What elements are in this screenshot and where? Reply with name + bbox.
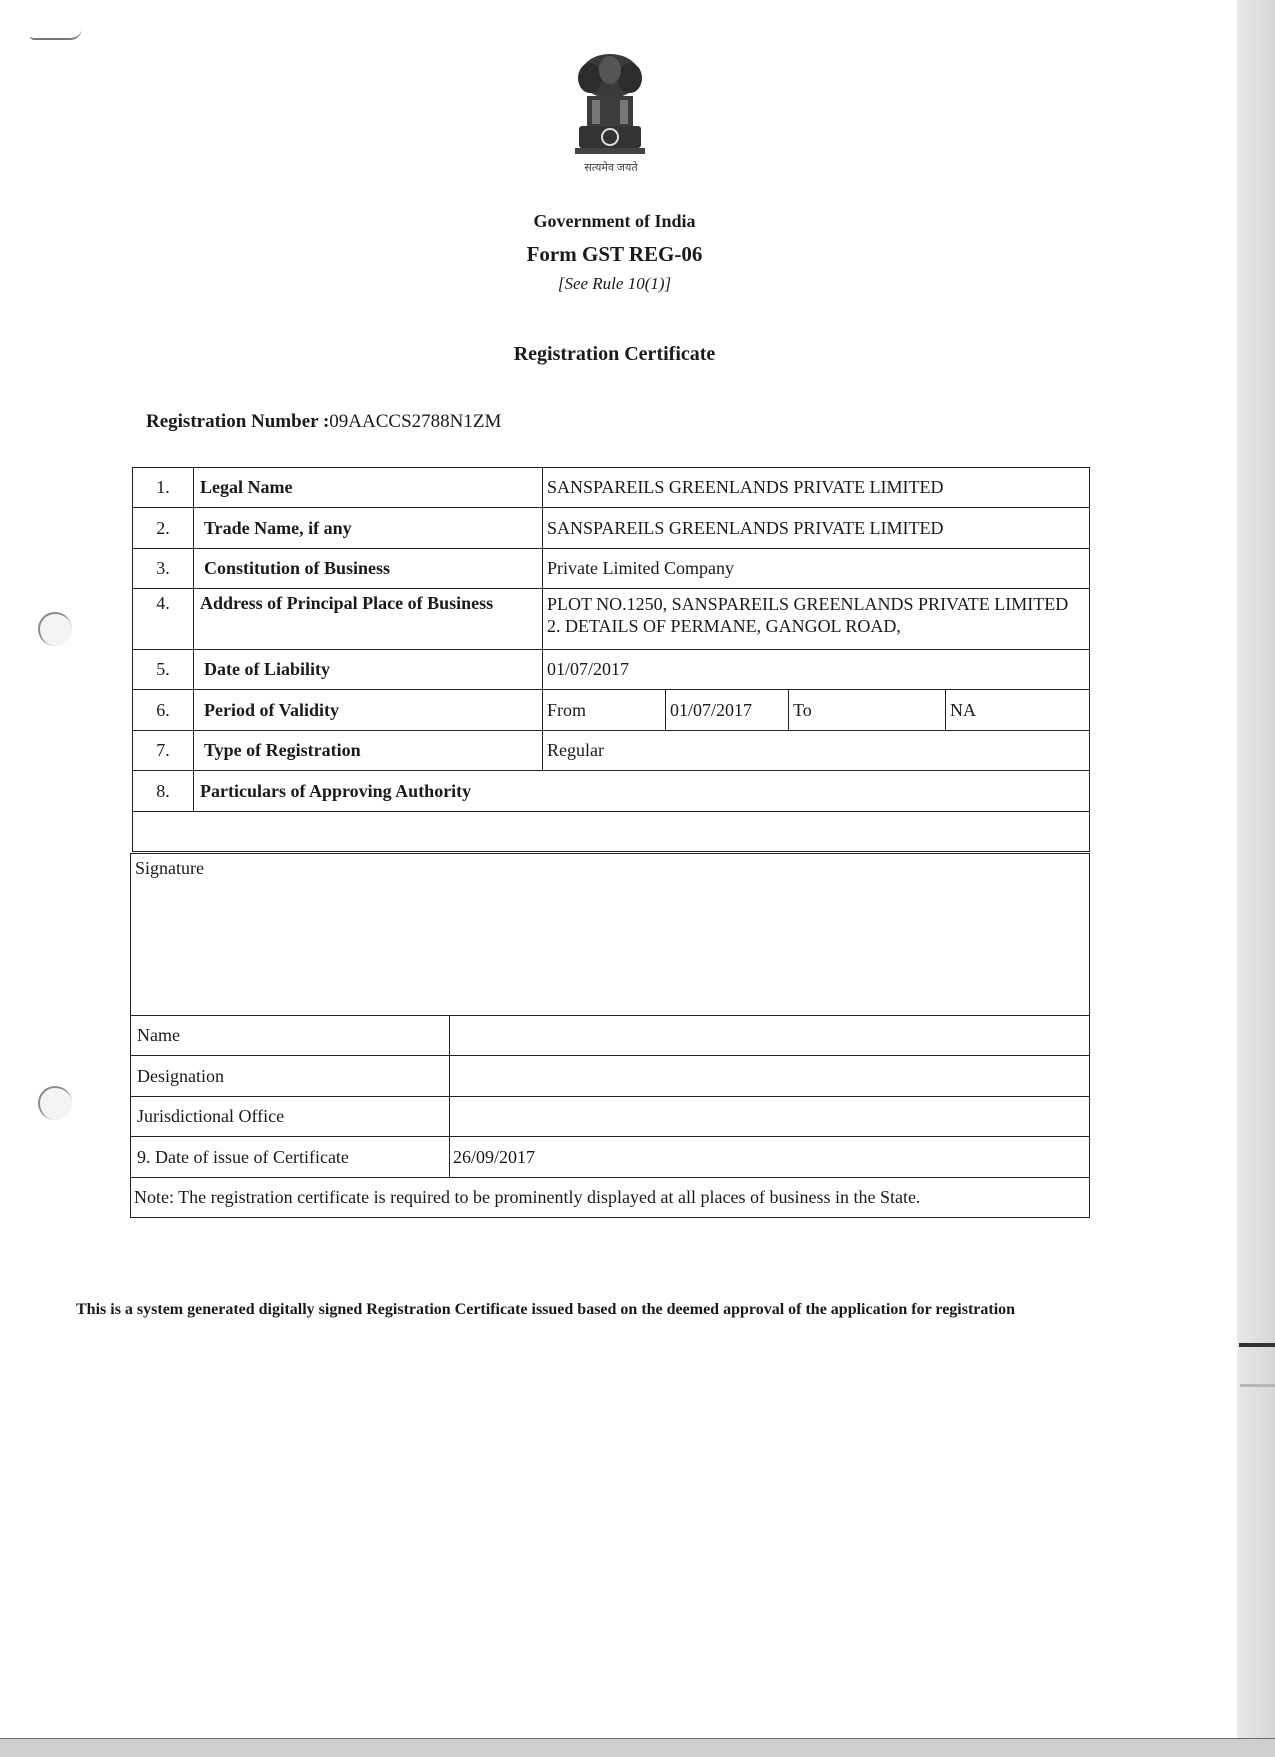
table-row	[133, 650, 1090, 690]
table-row	[131, 1097, 1090, 1137]
certificate-details-table	[132, 467, 1090, 852]
jurisdictional-office-label: Jurisdictional Office	[131, 1097, 450, 1137]
table-row	[133, 731, 1090, 771]
footer-statement: This is a system generated digitally signed Registration Certificate issued based on the deemed approval of the application for registration	[76, 1301, 1016, 1318]
jurisdictional-office-value	[450, 1097, 1090, 1137]
table-row	[131, 1056, 1090, 1097]
blank-row	[133, 812, 1090, 852]
registration-number-line	[146, 411, 501, 433]
row-label: Address of Principal Place of Business	[194, 589, 543, 650]
signature-label: Signature	[131, 854, 1090, 1016]
name-value	[450, 1016, 1090, 1056]
emblem-motto: सत्यमेव जयते	[584, 162, 638, 174]
row-number: 6.	[133, 690, 194, 731]
national-emblem-icon	[565, 48, 655, 160]
note-text: Note: The registration certificate is required to be prominently displayed at all places of business in the State.	[131, 1178, 1090, 1218]
scan-edge-mark	[1239, 1343, 1275, 1347]
row-value: Regular	[543, 731, 1090, 771]
issue-date-value: 26/09/2017	[450, 1137, 1090, 1178]
blank-cell	[133, 812, 1090, 852]
row-label: Date of Liability	[194, 650, 543, 690]
row-number: 3.	[133, 549, 194, 589]
designation-value	[450, 1056, 1090, 1097]
table-row	[131, 1137, 1090, 1178]
table-row	[133, 690, 1090, 731]
row-value: SANSPAREILS GREENLANDS PRIVATE LIMITED	[543, 468, 1090, 508]
government-title: Government of India	[533, 211, 696, 231]
row-number: 4.	[133, 589, 194, 650]
scan-edge-mark-light	[1240, 1384, 1275, 1387]
registration-number-label: Registration Number :	[146, 411, 330, 432]
row-number: 7.	[133, 731, 194, 771]
table-row	[133, 549, 1090, 589]
scan-bottom-strip	[0, 1739, 1275, 1757]
table-row	[131, 1016, 1090, 1056]
table-row	[131, 1178, 1090, 1218]
certificate-title: Registration Certificate	[513, 343, 716, 365]
validity-from-label: From	[543, 690, 666, 731]
table-row	[133, 508, 1090, 549]
row-value: 01/07/2017	[543, 650, 1090, 690]
validity-to-label: To	[789, 690, 946, 731]
punch-hole-top	[38, 612, 72, 646]
row-label: Legal Name	[194, 468, 543, 508]
rule-reference: [See Rule 10(1)]	[557, 274, 672, 293]
row-label: Particulars of Approving Authority	[194, 771, 1090, 812]
row-number: 2.	[133, 508, 194, 549]
row-value: Private Limited Company	[543, 549, 1090, 589]
validity-from-value: 01/07/2017	[666, 690, 789, 731]
row-label: Type of Registration	[194, 731, 543, 771]
approving-authority-table	[130, 853, 1090, 1218]
punch-hole-bottom	[38, 1086, 72, 1120]
issue-date-label: 9. Date of issue of Certificate	[131, 1137, 450, 1178]
row-number: 8.	[133, 771, 194, 812]
scan-pen-mark	[30, 28, 82, 40]
table-row	[133, 589, 1090, 650]
validity-to-value: NA	[946, 690, 1090, 731]
row-label: Constitution of Business	[194, 549, 543, 589]
table-row	[133, 771, 1090, 812]
row-label: Period of Validity	[194, 690, 543, 731]
designation-label: Designation	[131, 1056, 450, 1097]
table-row	[133, 468, 1090, 508]
form-name: Form GST REG-06	[526, 242, 703, 266]
row-value: SANSPAREILS GREENLANDS PRIVATE LIMITED	[543, 508, 1090, 549]
name-label: Name	[131, 1016, 450, 1056]
registration-number-value: 09AACCS2788N1ZM	[329, 411, 502, 432]
signature-row	[131, 854, 1090, 1016]
row-value: PLOT NO.1250, SANSPAREILS GREENLANDS PRIVATE LIMITED 2. DETAILS OF PERMANE, GANGOL ROAD,	[543, 589, 1090, 650]
row-label: Trade Name, if any	[194, 508, 543, 549]
row-number: 1.	[133, 468, 194, 508]
row-number: 5.	[133, 650, 194, 690]
